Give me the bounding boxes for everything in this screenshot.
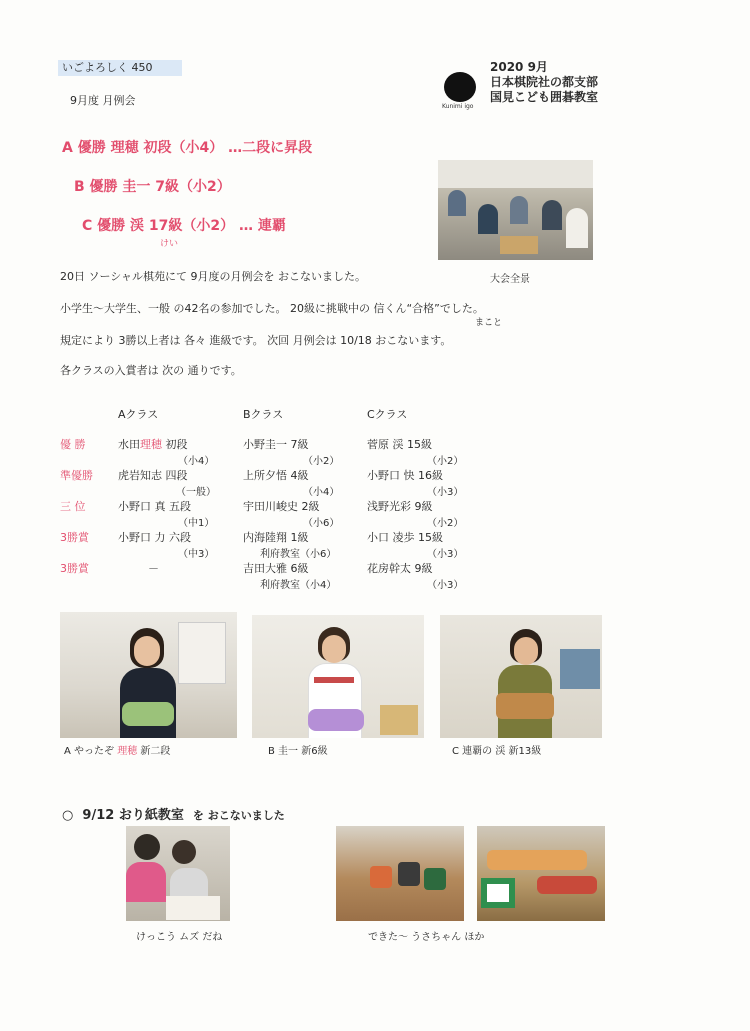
- result-a-grade: （小4）: [178, 456, 215, 467]
- para-2: 小学生～大学生、一般 の42名の参加でした。 20級に挑戦中の 信くん“合格”でした。: [60, 302, 484, 315]
- origami-heading: [62, 804, 285, 823]
- origami-caption-2: できた～ うさちゃん ほか: [368, 932, 485, 943]
- winner-c-caption: C 連覇の 渓 新13級: [452, 746, 542, 757]
- result-c-name: 浅野光彩 9級: [367, 500, 433, 513]
- winner-a-photo: [60, 612, 237, 738]
- para-1: 20日 ソーシャル棋苑にて 9月度の月例会を おこないました。: [60, 270, 367, 283]
- winner-c: C 優勝 渓 17級（小2） … 連覇: [82, 218, 286, 234]
- result-b-grade: （小6）: [303, 518, 340, 529]
- para-2-ruby: まこと: [475, 318, 503, 328]
- venue-photo: [438, 160, 593, 260]
- winner-a-caption-rank: 新二段: [140, 746, 171, 757]
- winner-c-ruby: けい: [160, 239, 179, 249]
- column-header-c: Cクラス: [367, 408, 408, 421]
- result-b-name: 吉田大雅 6級: [243, 562, 309, 575]
- winner-b: B 優勝 圭一 7級（小2）: [74, 179, 231, 195]
- result-b-name: 小野圭一 7級: [243, 438, 309, 451]
- rank-label: 優 勝: [60, 438, 86, 451]
- result-c-name: 小野口 快 16級: [367, 469, 443, 482]
- winner-a-caption-name: 理穂: [117, 746, 138, 757]
- result-a-name: －: [148, 562, 159, 575]
- winner-b-photo: [252, 615, 424, 738]
- result-c-grade: （小2）: [427, 518, 464, 529]
- origami-suffix: を おこないました: [192, 809, 285, 822]
- result-b-name: 宇田川峻史 2級: [243, 500, 320, 513]
- result-b-grade: 利府教室（小6）: [260, 549, 337, 560]
- newsletter-tag: いごよろしく 450: [58, 60, 182, 76]
- column-header-b: Bクラス: [243, 408, 284, 421]
- rank-label: 準優勝: [60, 469, 93, 482]
- go-stone-icon: [444, 72, 476, 102]
- result-a-name: 小野口 力 六段: [118, 531, 191, 544]
- result-c-name: 小口 凌歩 15級: [367, 531, 443, 544]
- result-a-name: 虎岩知志 四段: [118, 469, 188, 482]
- winner-c-photo: [440, 615, 602, 738]
- result-a-grade: （一般）: [176, 487, 216, 498]
- rank-label: 3勝賞: [60, 531, 89, 544]
- result-c-grade: （小3）: [427, 580, 464, 591]
- club-logo: [440, 72, 482, 110]
- rank-label: 3勝賞: [60, 562, 89, 575]
- logo-text: Kunimi igo: [442, 103, 474, 110]
- result-b-name: 上所夕悟 4級: [243, 469, 309, 482]
- para-4: 各クラスの入賞者は 次の 通りです。: [60, 364, 242, 377]
- bullet-circle-icon: ○: [62, 808, 74, 823]
- rank-label: 三 位: [60, 500, 86, 513]
- result-b-grade: （小2）: [303, 456, 340, 467]
- origami-photo-1: [126, 826, 230, 921]
- result-a-grade: （中3）: [178, 549, 215, 560]
- result-b-name: 内海陸翔 1級: [243, 531, 309, 544]
- result-c-grade: （小3）: [427, 487, 464, 498]
- winner-a: A 優勝 理穂 初段（小4） …二段に昇段: [62, 140, 313, 156]
- result-b-grade: （小4）: [303, 487, 340, 498]
- result-a-name: 小野口 真 五段: [118, 500, 191, 513]
- column-header-a: Aクラス: [118, 408, 159, 421]
- org-line-1: 日本棋院社の都支部: [490, 75, 599, 89]
- result-c-name: 菅原 渓 15級: [367, 438, 432, 451]
- venue-photo-caption: 大会全景: [490, 274, 530, 285]
- result-a-name: 水田理穂 初段: [118, 438, 188, 451]
- result-c-grade: （小2）: [427, 456, 464, 467]
- origami-photo-3: [477, 826, 605, 921]
- winner-a-caption: [64, 742, 170, 757]
- result-c-grade: （小3）: [427, 549, 464, 560]
- result-b-grade: 利府教室（小4）: [260, 580, 337, 591]
- header-org-block: [490, 60, 598, 105]
- winner-a-caption-text: A やったぞ: [64, 746, 115, 757]
- result-c-name: 花房幹太 9級: [367, 562, 433, 575]
- origami-photo-2: [336, 826, 464, 921]
- origami-caption-1: けっこう ムズ だね: [136, 932, 223, 943]
- winner-b-caption: B 圭一 新6級: [268, 746, 328, 757]
- para-3: 規定により 3勝以上者は 各々 進級です。 次回 月例会は 10/18 おこないます。: [60, 334, 452, 347]
- origami-title: 9/12 おり紙教室: [82, 808, 184, 823]
- org-line-2: 国見こども囲碁教室: [490, 90, 599, 104]
- result-a-grade: （中1）: [178, 518, 215, 529]
- page-subtitle: 9月度 月例会: [70, 94, 136, 107]
- header-date: 2020 9月: [490, 60, 548, 74]
